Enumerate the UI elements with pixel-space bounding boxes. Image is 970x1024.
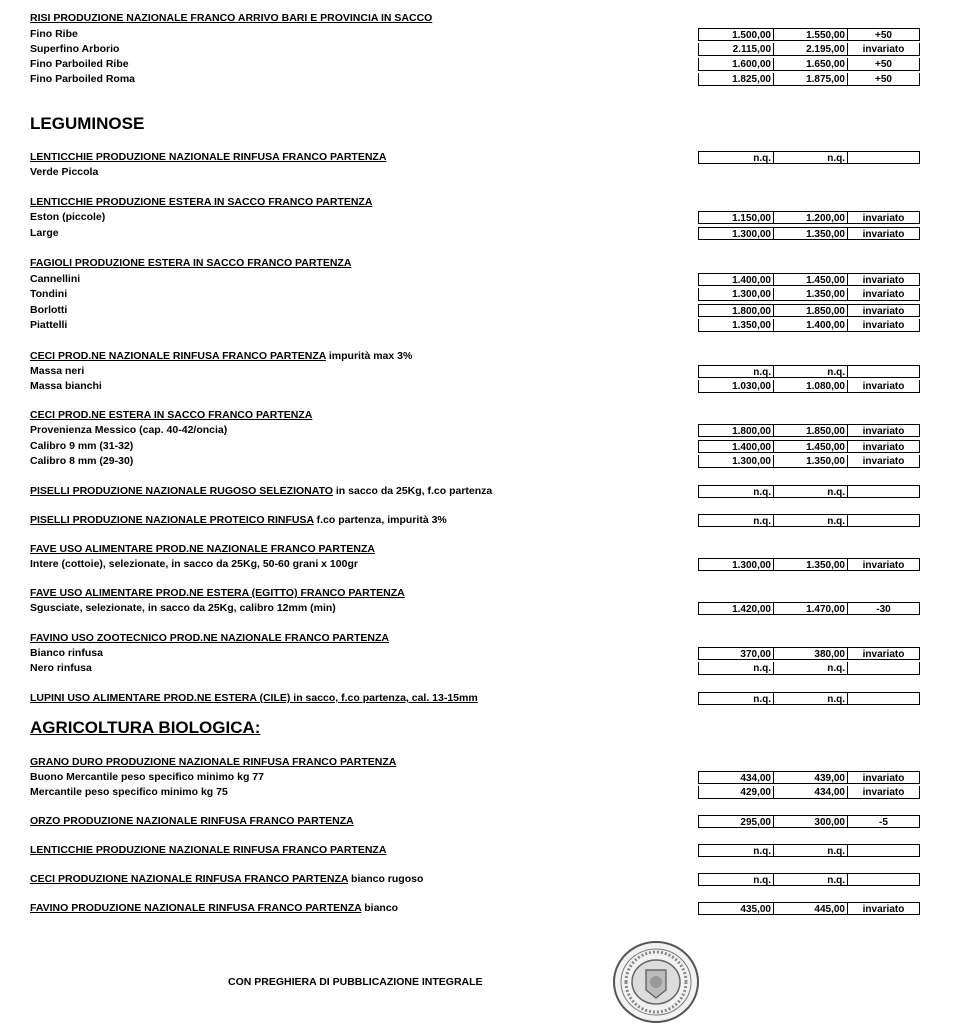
price-max-cell: n.q. bbox=[774, 662, 848, 674]
product-group-heading bbox=[30, 815, 354, 828]
product-label: Provenienza Messico (cap. 40-42/oncia) bbox=[30, 424, 228, 436]
heading-underlined-text: LENTICCHIE PRODUZIONE ESTERA IN SACCO FRANCO PARTENZA bbox=[30, 196, 373, 208]
heading-underlined-text: LUPINI USO ALIMENTARE PROD.NE ESTERA (CILE) in sacco, f.co partenza, cal. 13-15mm bbox=[30, 692, 478, 704]
price-cells bbox=[698, 692, 920, 705]
price-max-cell: 1.875,00 bbox=[774, 73, 848, 85]
price-cells bbox=[698, 873, 920, 886]
price-min-cell: 295,00 bbox=[699, 816, 774, 827]
product-label: Fino Ribe bbox=[30, 28, 78, 40]
price-cells bbox=[698, 440, 920, 453]
product-label: Cannellini bbox=[30, 273, 81, 285]
product-label: Massa bianchi bbox=[30, 380, 102, 392]
price-max-cell: 1.550,00 bbox=[774, 29, 848, 40]
price-variation-cell: invariato bbox=[862, 456, 905, 467]
section-title: LEGUMINOSE bbox=[30, 114, 145, 133]
heading-underlined-text: PISELLI PRODUZIONE NAZIONALE PROTEICO RINFUSA bbox=[30, 514, 314, 526]
product-label: Calibro 8 mm (29-30) bbox=[30, 455, 134, 467]
price-min-cell: 1.300,00 bbox=[699, 559, 774, 570]
price-cells bbox=[698, 58, 920, 71]
price-cells bbox=[698, 288, 920, 301]
price-cells bbox=[698, 455, 920, 468]
price-min-cell: n.q. bbox=[699, 662, 774, 674]
price-max-cell: 1.850,00 bbox=[774, 305, 848, 316]
price-max-cell: 2.195,00 bbox=[774, 43, 848, 55]
price-variation-cell: invariato bbox=[862, 306, 905, 317]
price-cells bbox=[698, 73, 920, 86]
product-group-heading bbox=[30, 196, 372, 209]
heading-underlined-text: FAVE USO ALIMENTARE PROD.NE ESTERA (EGITTO) FRANCO PARTENZA bbox=[30, 587, 405, 599]
price-max-cell: 1.450,00 bbox=[774, 441, 848, 452]
price-cells bbox=[698, 485, 920, 498]
price-min-cell: 1.600,00 bbox=[699, 58, 774, 70]
price-cells bbox=[698, 304, 920, 317]
price-variation-cell bbox=[848, 874, 919, 885]
price-cells bbox=[698, 844, 920, 857]
price-variation-cell bbox=[848, 662, 919, 674]
price-max-cell: n.q. bbox=[774, 366, 848, 377]
price-variation-cell bbox=[848, 845, 919, 856]
product-group-heading bbox=[30, 514, 447, 527]
heading-underlined-text: RISI PRODUZIONE NAZIONALE FRANCO ARRIVO BARI E PROVINCIA IN SACCO bbox=[30, 12, 433, 24]
product-label: Borlotti bbox=[30, 304, 68, 316]
price-cells bbox=[698, 902, 920, 915]
price-cells bbox=[698, 365, 920, 378]
product-group-heading bbox=[30, 873, 423, 886]
price-variation-cell bbox=[848, 515, 919, 526]
product-group-heading bbox=[30, 151, 386, 164]
heading-note: impurità max 3% bbox=[325, 350, 413, 362]
heading-note: bianco rugoso bbox=[348, 873, 424, 885]
heading-underlined-text: LENTICCHIE PRODUZIONE NAZIONALE RINFUSA FRANCO PARTENZA bbox=[30, 151, 387, 163]
price-min-cell: 2.115,00 bbox=[699, 43, 774, 55]
price-max-cell: 300,00 bbox=[774, 816, 848, 827]
price-variation-cell: invariato bbox=[862, 787, 905, 798]
price-cells bbox=[698, 602, 920, 615]
product-label: Fino Parboiled Ribe bbox=[30, 58, 129, 70]
price-max-cell: n.q. bbox=[774, 515, 848, 526]
price-max-cell: 1.350,00 bbox=[774, 455, 848, 467]
price-cells bbox=[698, 43, 920, 56]
product-group-heading bbox=[30, 409, 312, 422]
price-cells bbox=[698, 227, 920, 240]
price-variation-cell bbox=[848, 152, 919, 163]
price-variation-cell: invariato bbox=[862, 275, 905, 286]
official-seal-icon bbox=[612, 940, 700, 1024]
heading-underlined-text: GRANO DURO PRODUZIONE NAZIONALE RINFUSA FRANCO PARTENZA bbox=[30, 756, 397, 768]
product-group-heading bbox=[30, 543, 375, 556]
product-label: Tondini bbox=[30, 288, 68, 300]
price-max-cell: 445,00 bbox=[774, 903, 848, 914]
heading-underlined-text: ORZO PRODUZIONE NAZIONALE RINFUSA FRANCO PARTENZA bbox=[30, 815, 354, 827]
price-min-cell: n.q. bbox=[699, 515, 774, 526]
price-variation-cell: invariato bbox=[862, 320, 905, 331]
price-min-cell: n.q. bbox=[699, 486, 774, 497]
price-min-cell: 1.500,00 bbox=[699, 29, 774, 40]
price-max-cell: n.q. bbox=[774, 874, 848, 885]
product-label: Intere (cottoie), selezionate, in sacco da 25Kg, 50-60 grani x 100gr bbox=[30, 558, 358, 570]
price-max-cell: n.q. bbox=[774, 693, 848, 704]
price-min-cell: 1.800,00 bbox=[699, 305, 774, 316]
price-cells bbox=[698, 28, 920, 41]
heading-underlined-text: FAVE USO ALIMENTARE PROD.NE NAZIONALE FRANCO PARTENZA bbox=[30, 543, 375, 555]
price-cells bbox=[698, 380, 920, 393]
product-group-heading bbox=[30, 257, 351, 270]
price-max-cell: 434,00 bbox=[774, 786, 848, 798]
price-cells bbox=[698, 815, 920, 828]
price-variation-cell bbox=[848, 693, 919, 704]
price-cells bbox=[698, 211, 920, 224]
product-label: Fino Parboiled Roma bbox=[30, 73, 136, 85]
price-variation-cell: +50 bbox=[875, 59, 892, 70]
price-max-cell: 1.650,00 bbox=[774, 58, 848, 70]
price-variation-cell: invariato bbox=[862, 213, 905, 224]
price-min-cell: 1.030,00 bbox=[699, 380, 774, 392]
product-label: Verde Piccola bbox=[30, 166, 99, 178]
price-variation-cell: invariato bbox=[862, 229, 905, 240]
price-max-cell: 1.400,00 bbox=[774, 319, 848, 331]
product-label: Massa neri bbox=[30, 365, 85, 377]
product-label: Piattelli bbox=[30, 319, 68, 331]
price-max-cell: 1.350,00 bbox=[774, 228, 848, 239]
price-cells bbox=[698, 514, 920, 527]
price-min-cell: n.q. bbox=[699, 152, 774, 163]
price-variation-cell bbox=[848, 486, 919, 497]
price-min-cell: 1.150,00 bbox=[699, 212, 774, 223]
heading-underlined-text: CECI PROD.NE ESTERA IN SACCO FRANCO PARTENZA bbox=[30, 409, 313, 421]
price-cells bbox=[698, 319, 920, 332]
heading-underlined-text: FAGIOLI PRODUZIONE ESTERA IN SACCO FRANCO PARTENZA bbox=[30, 257, 352, 269]
price-min-cell: n.q. bbox=[699, 845, 774, 856]
product-group-heading bbox=[30, 350, 412, 363]
product-label: Buono Mercantile peso specifico minimo kg 77 bbox=[30, 771, 264, 783]
price-max-cell: n.q. bbox=[774, 845, 848, 856]
product-group-heading bbox=[30, 12, 432, 25]
price-max-cell: 1.850,00 bbox=[774, 425, 848, 436]
heading-underlined-text: FAVINO USO ZOOTECNICO PROD.NE NAZIONALE FRANCO PARTENZA bbox=[30, 632, 389, 644]
price-min-cell: 370,00 bbox=[699, 648, 774, 659]
product-group-heading bbox=[30, 632, 389, 645]
price-min-cell: 435,00 bbox=[699, 903, 774, 914]
price-cells bbox=[698, 558, 920, 571]
price-min-cell: 1.825,00 bbox=[699, 73, 774, 85]
price-max-cell: 380,00 bbox=[774, 648, 848, 659]
heading-note: f.co partenza, impurità 3% bbox=[313, 514, 447, 526]
price-max-cell: 439,00 bbox=[774, 772, 848, 783]
product-label: Nero rinfusa bbox=[30, 662, 92, 674]
price-max-cell: 1.470,00 bbox=[774, 603, 848, 614]
product-group-heading bbox=[30, 844, 386, 857]
price-min-cell: 434,00 bbox=[699, 772, 774, 783]
price-variation-cell: invariato bbox=[862, 426, 905, 437]
section-title: AGRICOLTURA BIOLOGICA: bbox=[30, 718, 261, 737]
price-cells bbox=[698, 424, 920, 437]
price-max-cell: 1.350,00 bbox=[774, 288, 848, 300]
price-variation-cell: invariato bbox=[862, 44, 905, 55]
price-cells bbox=[698, 647, 920, 660]
price-variation-cell: invariato bbox=[862, 649, 905, 660]
price-cells bbox=[698, 151, 920, 164]
heading-underlined-text: CECI PRODUZIONE NAZIONALE RINFUSA FRANCO PARTENZA bbox=[30, 873, 349, 885]
price-min-cell: 1.350,00 bbox=[699, 319, 774, 331]
price-variation-cell: invariato bbox=[862, 773, 905, 784]
price-min-cell: 1.800,00 bbox=[699, 425, 774, 436]
price-max-cell: 1.350,00 bbox=[774, 559, 848, 570]
heading-underlined-text: FAVINO PRODUZIONE NAZIONALE RINFUSA FRANCO PARTENZA bbox=[30, 902, 362, 914]
price-max-cell: n.q. bbox=[774, 486, 848, 497]
price-variation-cell: invariato bbox=[862, 560, 905, 571]
product-label: Superfino Arborio bbox=[30, 43, 120, 55]
price-variation-cell: +50 bbox=[875, 74, 892, 85]
price-variation-cell: invariato bbox=[862, 289, 905, 300]
price-cells bbox=[698, 786, 920, 799]
product-label: Bianco rinfusa bbox=[30, 647, 103, 659]
price-min-cell: 1.300,00 bbox=[699, 228, 774, 239]
product-group-heading bbox=[30, 902, 398, 915]
price-min-cell: n.q. bbox=[699, 874, 774, 885]
price-min-cell: 1.300,00 bbox=[699, 455, 774, 467]
product-group-heading bbox=[30, 692, 478, 705]
price-variation-cell: -30 bbox=[876, 604, 891, 615]
product-group-heading bbox=[30, 587, 405, 600]
price-min-cell: 1.420,00 bbox=[699, 603, 774, 614]
price-variation-cell: +50 bbox=[875, 30, 892, 41]
price-variation-cell bbox=[848, 366, 919, 377]
price-min-cell: 1.400,00 bbox=[699, 274, 774, 285]
price-min-cell: 1.300,00 bbox=[699, 288, 774, 300]
price-max-cell: 1.450,00 bbox=[774, 274, 848, 285]
price-min-cell: n.q. bbox=[699, 366, 774, 377]
footer-note: CON PREGHIERA DI PUBBLICAZIONE INTEGRALE bbox=[228, 976, 483, 988]
heading-note: in sacco da 25Kg, f.co partenza bbox=[332, 485, 493, 497]
price-max-cell: n.q. bbox=[774, 152, 848, 163]
price-variation-cell: -5 bbox=[879, 817, 888, 828]
price-variation-cell: invariato bbox=[862, 904, 905, 915]
heading-note: bianco bbox=[361, 902, 399, 914]
product-label: Large bbox=[30, 227, 59, 239]
price-min-cell: 429,00 bbox=[699, 786, 774, 798]
heading-underlined-text: LENTICCHIE PRODUZIONE NAZIONALE RINFUSA FRANCO PARTENZA bbox=[30, 844, 387, 856]
product-label: Sgusciate, selezionate, in sacco da 25Kg, calibro 12mm (min) bbox=[30, 602, 336, 614]
price-cells bbox=[698, 273, 920, 286]
product-label: Eston (piccole) bbox=[30, 211, 106, 223]
product-group-heading bbox=[30, 756, 396, 769]
price-cells bbox=[698, 771, 920, 784]
price-variation-cell: invariato bbox=[862, 381, 905, 392]
product-group-heading bbox=[30, 485, 492, 498]
product-label: Mercantile peso specifico minimo kg 75 bbox=[30, 786, 228, 798]
price-min-cell: n.q. bbox=[699, 693, 774, 704]
heading-underlined-text: PISELLI PRODUZIONE NAZIONALE RUGOSO SELEZIONATO bbox=[30, 485, 333, 497]
price-min-cell: 1.400,00 bbox=[699, 441, 774, 452]
price-max-cell: 1.080,00 bbox=[774, 380, 848, 392]
product-label: Calibro 9 mm (31-32) bbox=[30, 440, 134, 452]
price-variation-cell: invariato bbox=[862, 442, 905, 453]
price-cells bbox=[698, 662, 920, 675]
heading-underlined-text: CECI PROD.NE NAZIONALE RINFUSA FRANCO PARTENZA bbox=[30, 350, 326, 362]
price-max-cell: 1.200,00 bbox=[774, 212, 848, 223]
